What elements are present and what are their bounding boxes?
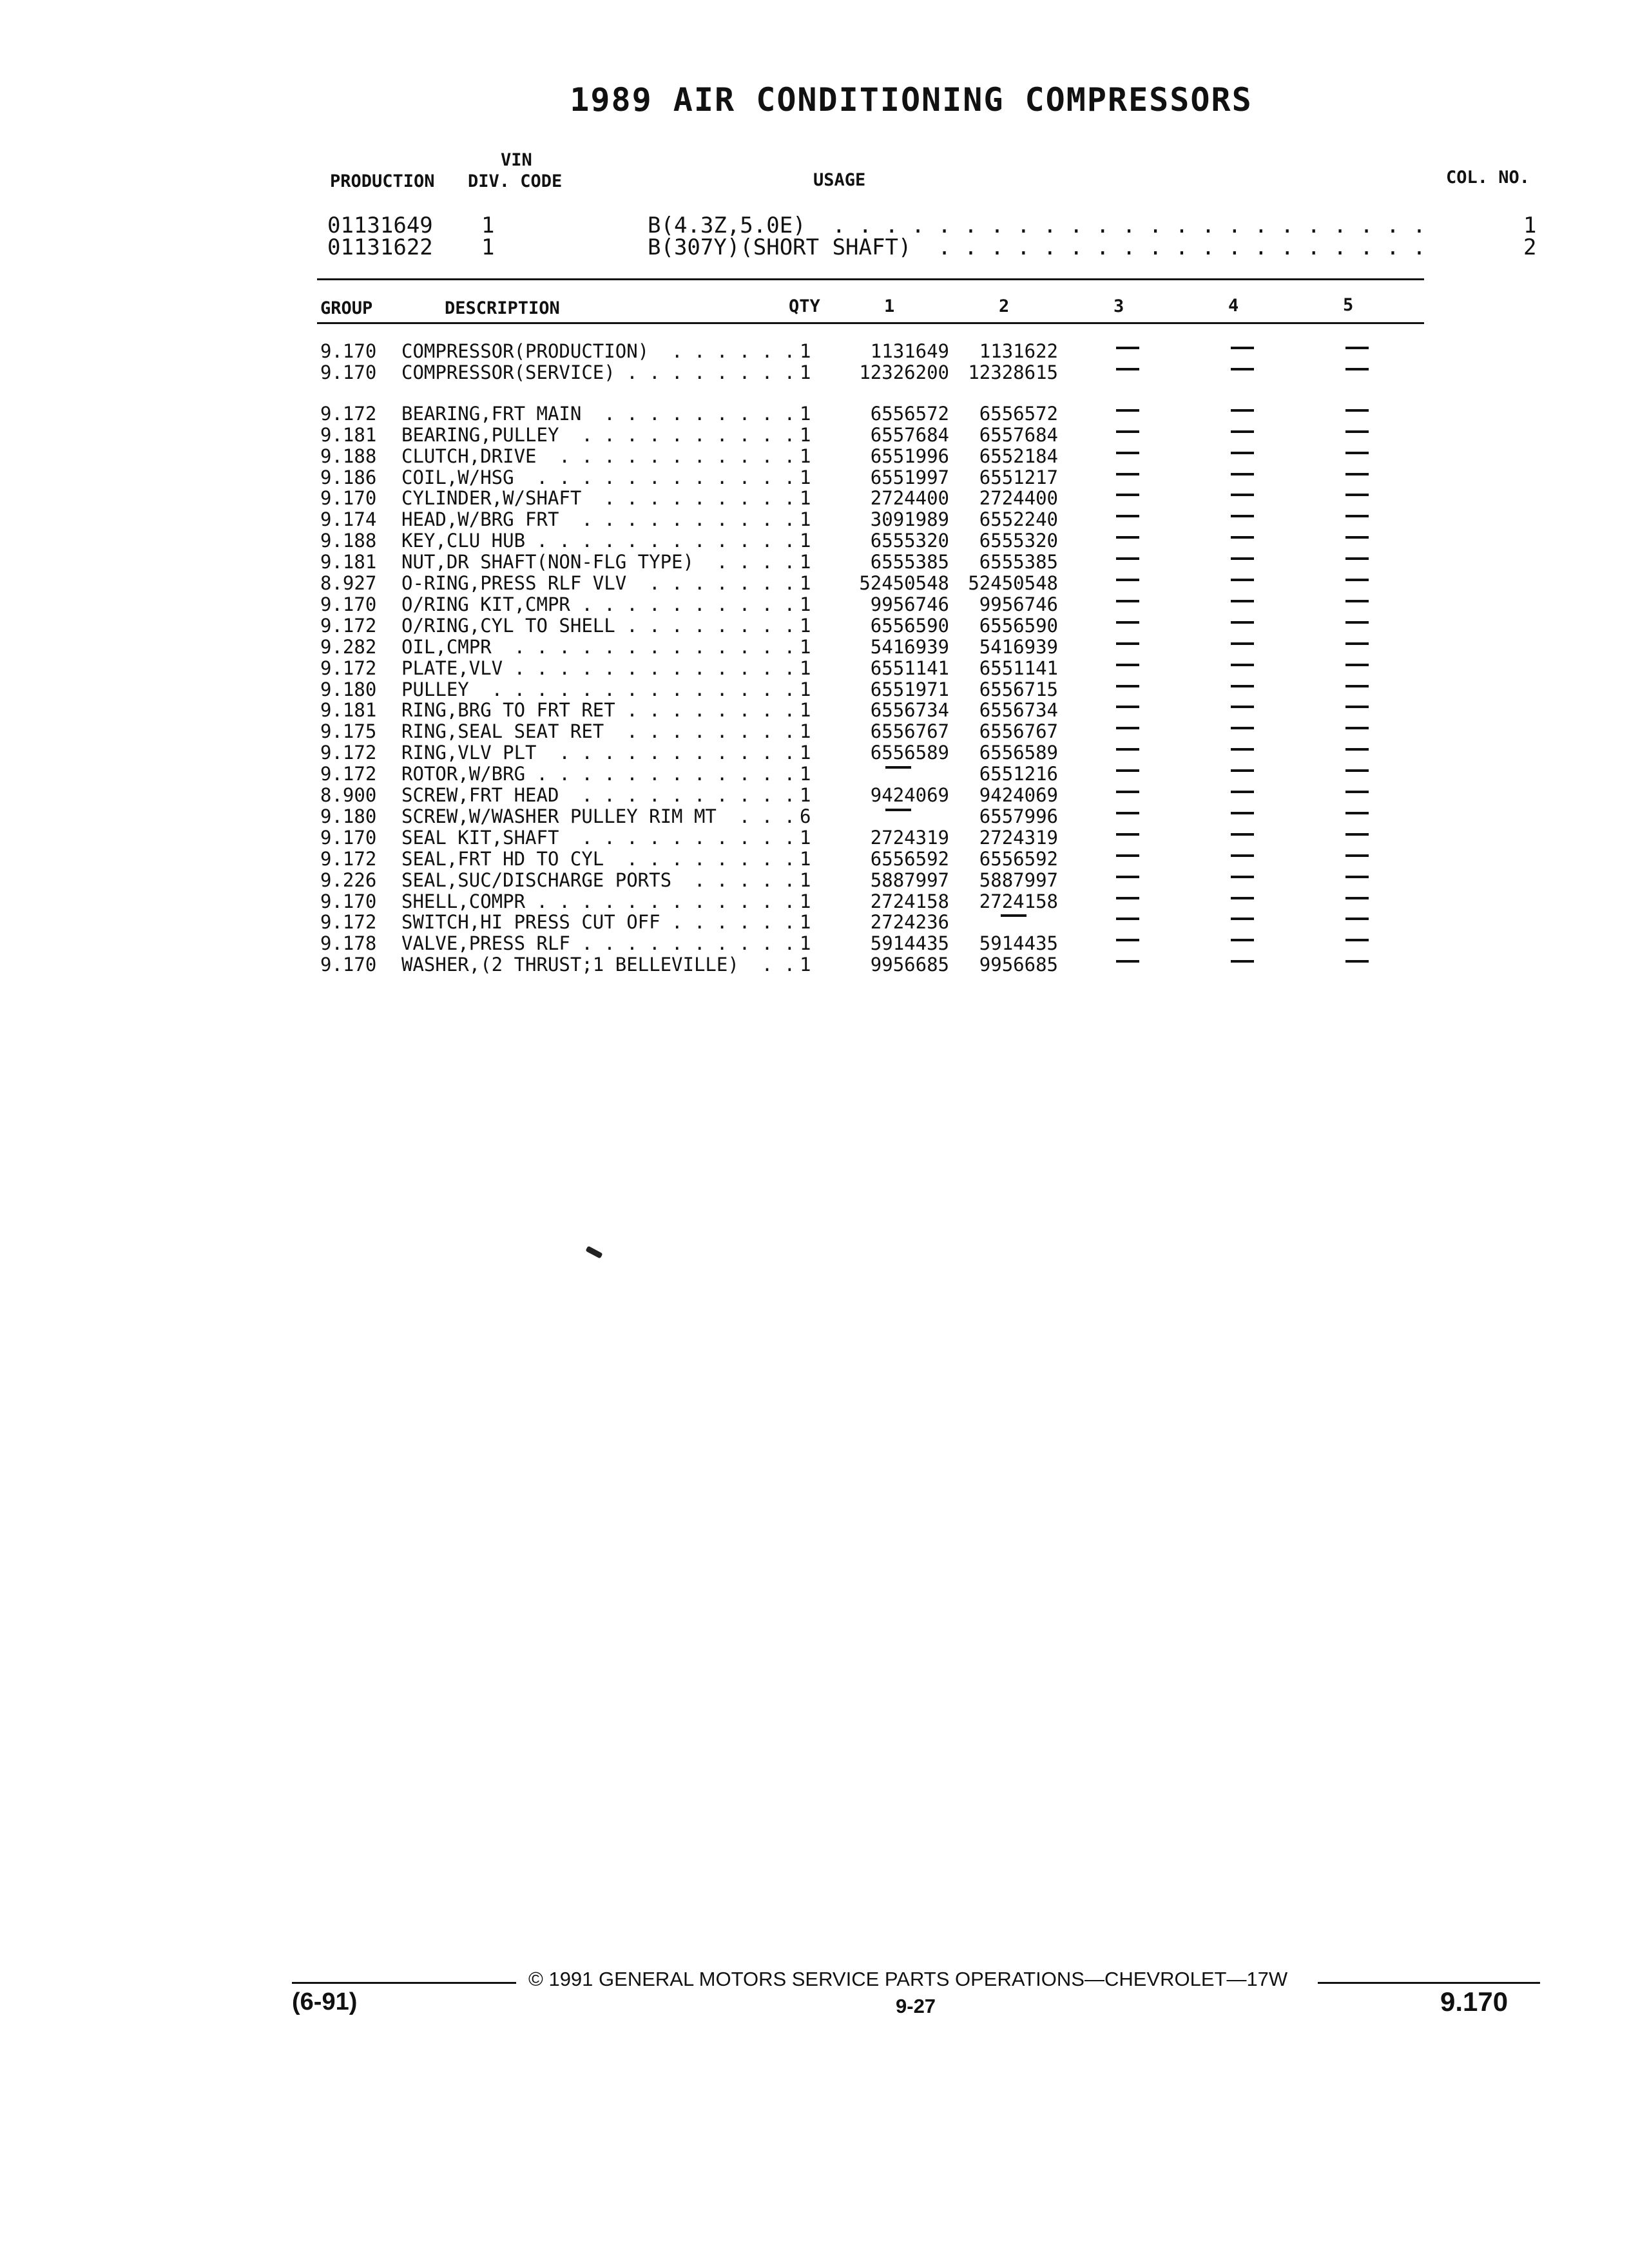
group-cell: 9.180 bbox=[320, 805, 377, 827]
not-applicable-dash bbox=[1345, 727, 1369, 729]
description-cell: SWITCH,HI PRESS CUT OFF . . . . . . bbox=[401, 912, 796, 933]
production-number: 01131622 bbox=[327, 235, 433, 260]
group-cell: 9.170 bbox=[320, 954, 377, 976]
table-row bbox=[0, 827, 1629, 849]
table-row bbox=[0, 615, 1629, 637]
production-header: PRODUCTION bbox=[330, 171, 435, 191]
qty-cell: 6 bbox=[800, 805, 811, 827]
qty-cell: 1 bbox=[800, 361, 811, 383]
not-applicable-dash bbox=[1345, 515, 1369, 517]
not-applicable-dash bbox=[1231, 791, 1254, 793]
table-row bbox=[0, 658, 1629, 679]
table-row bbox=[0, 700, 1629, 721]
part-number-col-1: 52450548 bbox=[859, 572, 949, 594]
table-row bbox=[0, 403, 1629, 425]
group-cell: 9.175 bbox=[320, 720, 377, 743]
description-cell: SEAL,FRT HD TO CYL . . . . . . . . bbox=[401, 848, 796, 869]
description-cell: SHELL,COMPR . . . . . . . . . . . . bbox=[401, 890, 796, 912]
qty-cell: 1 bbox=[800, 593, 811, 615]
group-cell: 9.170 bbox=[320, 340, 377, 362]
description-cell: CYLINDER,W/SHAFT . . . . . . . . . bbox=[401, 488, 796, 509]
not-applicable-dash bbox=[1345, 494, 1369, 496]
part-number-col-1: 9956746 bbox=[870, 593, 949, 615]
part-number-col-1: 2724236 bbox=[870, 911, 949, 934]
column-number: 2 bbox=[1523, 235, 1537, 260]
not-applicable-dash bbox=[1345, 960, 1369, 963]
group-cell: 9.172 bbox=[320, 402, 377, 425]
not-applicable-dash bbox=[1231, 939, 1254, 941]
not-applicable-dash bbox=[1116, 515, 1139, 517]
description-cell: VALVE,PRESS RLF . . . . . . . . . . bbox=[401, 933, 796, 954]
usage-text: B(4.3Z,5.0E) . . . . . . . . . . . . . . . . . . . . . . . bbox=[648, 213, 1426, 238]
part-number-col-1: 5914435 bbox=[870, 932, 949, 955]
table-row bbox=[0, 573, 1629, 594]
description-cell: PLATE,VLV . . . . . . . . . . . . . bbox=[401, 657, 796, 678]
description-cell: KEY,CLU HUB . . . . . . . . . . . . bbox=[401, 530, 796, 552]
not-applicable-dash bbox=[1231, 473, 1254, 476]
description-cell: SEAL KIT,SHAFT . . . . . . . . . . bbox=[401, 827, 796, 848]
part-number-col-2: 5887997 bbox=[979, 869, 1058, 891]
not-applicable-dash bbox=[1116, 430, 1139, 433]
not-applicable-dash bbox=[1116, 621, 1139, 624]
group-cell: 9.188 bbox=[320, 445, 377, 467]
qty-cell: 1 bbox=[800, 340, 811, 362]
group-cell: 9.178 bbox=[320, 932, 377, 955]
qty-cell: 1 bbox=[800, 742, 811, 764]
group-cell: 9.172 bbox=[320, 742, 377, 764]
not-applicable-dash bbox=[1231, 536, 1254, 539]
not-applicable-dash bbox=[1231, 494, 1254, 496]
group-cell: 9.170 bbox=[320, 593, 377, 615]
vin-header: VIN bbox=[501, 150, 532, 170]
part-number-col-2: 6552240 bbox=[979, 508, 1058, 531]
table-row bbox=[0, 425, 1629, 446]
qty-cell: 1 bbox=[800, 508, 811, 531]
group-cell: 9.186 bbox=[320, 466, 377, 488]
not-applicable-dash bbox=[1231, 664, 1254, 666]
not-applicable-dash bbox=[1116, 854, 1139, 857]
part-number-col-1: 6557684 bbox=[870, 423, 949, 446]
not-applicable-dash bbox=[1231, 557, 1254, 560]
table-row bbox=[0, 446, 1629, 467]
description-cell: CLUTCH,DRIVE . . . . . . . . . . . bbox=[401, 445, 796, 466]
not-applicable-dash bbox=[1345, 664, 1369, 666]
qty-cell: 1 bbox=[800, 890, 811, 912]
column-number: 1 bbox=[1523, 213, 1537, 238]
group-cell: 9.170 bbox=[320, 487, 377, 510]
part-number-col-2: 6556767 bbox=[979, 720, 1058, 743]
not-applicable-dash bbox=[1345, 918, 1369, 920]
part-number-col-2: 6551216 bbox=[979, 763, 1058, 785]
part-number-col-2: 12328615 bbox=[968, 361, 1058, 383]
not-applicable-dash bbox=[1345, 347, 1369, 349]
table-row bbox=[0, 785, 1629, 806]
description-cell: PULLEY . . . . . . . . . . . . . . bbox=[401, 678, 796, 700]
not-applicable-dash bbox=[1345, 579, 1369, 581]
qty-cell: 1 bbox=[800, 635, 811, 658]
date-code: (6-91) bbox=[292, 1988, 358, 2015]
not-applicable-dash bbox=[1231, 812, 1254, 814]
table-row bbox=[0, 488, 1629, 509]
part-number-col-2: 6556589 bbox=[979, 742, 1058, 764]
part-number-col-1: 5416939 bbox=[870, 635, 949, 658]
part-number-col-1: 2724319 bbox=[870, 826, 949, 849]
not-applicable-dash bbox=[1116, 536, 1139, 539]
part-number-col-1: 1131649 bbox=[870, 340, 949, 362]
part-number-col-1: 6551141 bbox=[870, 657, 949, 679]
table-row bbox=[0, 637, 1629, 658]
not-applicable-dash bbox=[1116, 494, 1139, 496]
not-applicable-dash bbox=[1231, 452, 1254, 454]
description-cell: COIL,W/HSG . . . . . . . . . . . . bbox=[401, 466, 796, 488]
group-cell: 9.172 bbox=[320, 763, 377, 785]
division-code: 1 bbox=[481, 213, 495, 238]
part-number-col-1: 6551996 bbox=[870, 445, 949, 467]
part-number-col-1: 6556572 bbox=[870, 402, 949, 425]
page-title: 1989 AIR CONDITIONING COMPRESSORS bbox=[570, 81, 1253, 119]
description-header: DESCRIPTION bbox=[445, 298, 560, 318]
col-4-header: 4 bbox=[1228, 296, 1239, 316]
not-applicable-dash bbox=[1116, 918, 1139, 920]
not-applicable-dash bbox=[1231, 347, 1254, 349]
table-row bbox=[0, 721, 1629, 742]
group-cell: 9.172 bbox=[320, 614, 377, 637]
part-number-col-1: 6556592 bbox=[870, 847, 949, 870]
part-number-col-1: 9956685 bbox=[870, 954, 949, 976]
scan-mark bbox=[585, 1245, 602, 1258]
part-number-col-1: 6556589 bbox=[870, 742, 949, 764]
not-applicable-dash bbox=[1116, 727, 1139, 729]
col-2-header: 2 bbox=[999, 296, 1010, 316]
part-number-col-2: 9956746 bbox=[979, 593, 1058, 615]
table-row bbox=[0, 341, 1629, 362]
not-applicable-dash bbox=[1231, 918, 1254, 920]
not-applicable-dash bbox=[1231, 685, 1254, 687]
copyright-line: © 1991 GENERAL MOTORS SERVICE PARTS OPERATIONS—CHEVROLET—17W bbox=[528, 1968, 1288, 1990]
group-cell: 9.170 bbox=[320, 890, 377, 912]
col-no-header: COL. NO. bbox=[1446, 168, 1530, 187]
group-cell: 9.226 bbox=[320, 869, 377, 891]
part-number-col-1: 6555320 bbox=[870, 530, 949, 552]
not-applicable-dash bbox=[1345, 557, 1369, 560]
table-row bbox=[0, 891, 1629, 912]
not-applicable-dash bbox=[1345, 876, 1369, 878]
not-applicable-dash bbox=[1345, 897, 1369, 899]
qty-cell: 1 bbox=[800, 530, 811, 552]
group-cell: 8.900 bbox=[320, 784, 377, 806]
description-cell: HEAD,W/BRG FRT . . . . . . . . . . bbox=[401, 509, 796, 530]
not-applicable-dash bbox=[1345, 706, 1369, 708]
not-applicable-dash bbox=[1345, 642, 1369, 645]
not-applicable-dash bbox=[1116, 939, 1139, 941]
footer-rule-right bbox=[1318, 1982, 1540, 1984]
qty-cell: 1 bbox=[800, 911, 811, 934]
col-3-header: 3 bbox=[1113, 296, 1124, 316]
part-number-col-2: 6556590 bbox=[979, 614, 1058, 637]
not-applicable-dash bbox=[1231, 642, 1254, 645]
part-number-col-1: 6551997 bbox=[870, 466, 949, 488]
part-number-col-2: 6551217 bbox=[979, 466, 1058, 488]
table-row bbox=[0, 679, 1629, 700]
part-number-col-2: 9424069 bbox=[979, 784, 1058, 806]
description-cell: SCREW,W/WASHER PULLEY RIM MT . . . bbox=[401, 805, 796, 827]
part-number-col-1: 6556590 bbox=[870, 614, 949, 637]
not-applicable-dash bbox=[1116, 473, 1139, 476]
qty-cell: 1 bbox=[800, 763, 811, 785]
description-cell: COMPRESSOR(SERVICE) . . . . . . . . bbox=[401, 361, 796, 383]
not-applicable-dash bbox=[1345, 748, 1369, 751]
qty-cell: 1 bbox=[800, 869, 811, 891]
not-applicable-dash bbox=[1231, 727, 1254, 729]
production-number: 01131649 bbox=[327, 213, 433, 238]
not-applicable-dash bbox=[1345, 536, 1369, 539]
not-applicable-dash bbox=[1116, 664, 1139, 666]
group-cell: 9.170 bbox=[320, 826, 377, 849]
not-applicable-dash bbox=[1231, 854, 1254, 857]
group-cell: 9.181 bbox=[320, 699, 377, 722]
group-cell: 9.180 bbox=[320, 678, 377, 700]
part-number-col-1: 2724158 bbox=[870, 890, 949, 912]
description-cell: RING,BRG TO FRT RET . . . . . . . . bbox=[401, 700, 796, 721]
not-applicable-dash bbox=[1231, 706, 1254, 708]
group-cell: 9.282 bbox=[320, 635, 377, 658]
qty-cell: 1 bbox=[800, 466, 811, 488]
qty-cell: 1 bbox=[800, 699, 811, 722]
description-cell: OIL,CMPR . . . . . . . . . . . . . bbox=[401, 636, 796, 657]
group-cell: 9.172 bbox=[320, 911, 377, 934]
header-top-rule bbox=[317, 278, 1424, 280]
not-applicable-dash bbox=[885, 809, 911, 811]
part-number-col-2: 6556715 bbox=[979, 678, 1058, 700]
part-number-col-2: 1131622 bbox=[979, 340, 1058, 362]
group-cell: 9.170 bbox=[320, 361, 377, 383]
not-applicable-dash bbox=[1231, 368, 1254, 370]
qty-cell: 1 bbox=[800, 614, 811, 637]
qty-cell: 1 bbox=[800, 551, 811, 573]
part-number-col-2: 6551141 bbox=[979, 657, 1058, 679]
col-5-header: 5 bbox=[1343, 295, 1354, 315]
part-number-col-1: 3091989 bbox=[870, 508, 949, 531]
not-applicable-dash bbox=[1345, 854, 1369, 857]
table-row bbox=[0, 954, 1629, 975]
description-cell: RING,SEAL SEAT RET . . . . . . . . bbox=[401, 721, 796, 742]
not-applicable-dash bbox=[1116, 897, 1139, 899]
not-applicable-dash bbox=[1345, 685, 1369, 687]
description-cell: BEARING,FRT MAIN . . . . . . . . . bbox=[401, 403, 796, 424]
usage-header: USAGE bbox=[813, 170, 866, 190]
qty-cell: 1 bbox=[800, 932, 811, 955]
not-applicable-dash bbox=[1231, 897, 1254, 899]
table-row bbox=[0, 764, 1629, 785]
not-applicable-dash bbox=[1116, 368, 1139, 370]
not-applicable-dash bbox=[1231, 621, 1254, 624]
qty-cell: 1 bbox=[800, 847, 811, 870]
not-applicable-dash bbox=[1231, 430, 1254, 433]
table-row bbox=[0, 933, 1629, 954]
description-cell: ROTOR,W/BRG . . . . . . . . . . . . bbox=[401, 764, 796, 785]
part-number-col-2: 6557996 bbox=[979, 805, 1058, 827]
part-number-col-2: 5914435 bbox=[979, 932, 1058, 955]
col-1-header: 1 bbox=[884, 296, 895, 316]
description-cell: RING,VLV PLT . . . . . . . . . . . bbox=[401, 742, 796, 764]
not-applicable-dash bbox=[1231, 748, 1254, 751]
part-number-col-1: 9424069 bbox=[870, 784, 949, 806]
not-applicable-dash bbox=[1116, 812, 1139, 814]
footer-rule-left bbox=[292, 1982, 516, 1984]
not-applicable-dash bbox=[1345, 473, 1369, 476]
part-number-col-2: 52450548 bbox=[968, 572, 1058, 594]
not-applicable-dash bbox=[1345, 833, 1369, 836]
part-number-col-1: 5887997 bbox=[870, 869, 949, 891]
description-cell: NUT,DR SHAFT(NON-FLG TYPE) . . . . bbox=[401, 552, 796, 573]
part-number-col-2: 6555320 bbox=[979, 530, 1058, 552]
table-row bbox=[0, 509, 1629, 530]
group-cell: 9.181 bbox=[320, 551, 377, 573]
not-applicable-dash bbox=[1116, 769, 1139, 772]
qty-cell: 1 bbox=[800, 826, 811, 849]
not-applicable-dash bbox=[1116, 579, 1139, 581]
not-applicable-dash bbox=[1116, 600, 1139, 602]
qty-cell: 1 bbox=[800, 445, 811, 467]
header-bottom-rule bbox=[317, 322, 1424, 324]
not-applicable-dash bbox=[1116, 685, 1139, 687]
part-number-col-2: 2724158 bbox=[979, 890, 1058, 912]
not-applicable-dash bbox=[1345, 409, 1369, 412]
qty-cell: 1 bbox=[800, 954, 811, 976]
not-applicable-dash bbox=[1345, 769, 1369, 772]
qty-cell: 1 bbox=[800, 572, 811, 594]
qty-cell: 1 bbox=[800, 657, 811, 679]
table-row bbox=[0, 362, 1629, 383]
division-code: 1 bbox=[481, 235, 495, 260]
not-applicable-dash bbox=[1345, 452, 1369, 454]
qty-cell: 1 bbox=[800, 423, 811, 446]
group-cell: 9.174 bbox=[320, 508, 377, 531]
not-applicable-dash bbox=[1345, 939, 1369, 941]
not-applicable-dash bbox=[1116, 347, 1139, 349]
not-applicable-dash bbox=[1345, 600, 1369, 602]
qty-cell: 1 bbox=[800, 487, 811, 510]
not-applicable-dash bbox=[1116, 960, 1139, 963]
description-cell: COMPRESSOR(PRODUCTION) . . . . . . bbox=[401, 341, 796, 361]
qty-cell: 1 bbox=[800, 784, 811, 806]
not-applicable-dash bbox=[1345, 812, 1369, 814]
not-applicable-dash bbox=[1231, 600, 1254, 602]
usage-text: B(307Y)(SHORT SHAFT) . . . . . . . . . . . . . . . . . . . bbox=[648, 235, 1426, 260]
description-cell: O/RING KIT,CMPR . . . . . . . . . . bbox=[401, 593, 796, 615]
not-applicable-dash bbox=[1001, 914, 1027, 917]
qty-cell: 1 bbox=[800, 402, 811, 425]
table-row bbox=[0, 594, 1629, 615]
part-number-col-2: 2724400 bbox=[979, 487, 1058, 510]
not-applicable-dash bbox=[1231, 960, 1254, 963]
not-applicable-dash bbox=[1116, 642, 1139, 645]
not-applicable-dash bbox=[1116, 748, 1139, 751]
part-number-col-2: 6552184 bbox=[979, 445, 1058, 467]
part-number-col-1: 6556734 bbox=[870, 699, 949, 722]
not-applicable-dash bbox=[1116, 452, 1139, 454]
not-applicable-dash bbox=[1345, 621, 1369, 624]
group-cell: 9.172 bbox=[320, 657, 377, 679]
table-row bbox=[0, 530, 1629, 552]
not-applicable-dash bbox=[1345, 791, 1369, 793]
not-applicable-dash bbox=[1231, 579, 1254, 581]
description-cell: O/RING,CYL TO SHELL . . . . . . . . bbox=[401, 615, 796, 636]
not-applicable-dash bbox=[1345, 430, 1369, 433]
not-applicable-dash bbox=[1116, 409, 1139, 412]
description-cell: SCREW,FRT HEAD . . . . . . . . . . bbox=[401, 785, 796, 805]
table-row bbox=[0, 467, 1629, 488]
part-number-col-2: 6557684 bbox=[979, 423, 1058, 446]
not-applicable-dash bbox=[1231, 769, 1254, 772]
part-number-col-1: 6551971 bbox=[870, 678, 949, 700]
not-applicable-dash bbox=[1116, 557, 1139, 560]
section-number: 9.170 bbox=[1440, 1986, 1509, 2017]
part-number-col-1: 6556767 bbox=[870, 720, 949, 743]
description-cell: O-RING,PRESS RLF VLV . . . . . . . bbox=[401, 573, 796, 593]
not-applicable-dash bbox=[1116, 833, 1139, 836]
part-number-col-2: 5416939 bbox=[979, 635, 1058, 658]
description-cell: SEAL,SUC/DISCHARGE PORTS . . . . . bbox=[401, 869, 796, 890]
qty-cell: 1 bbox=[800, 720, 811, 743]
not-applicable-dash bbox=[1231, 833, 1254, 836]
part-number-col-1: 2724400 bbox=[870, 487, 949, 510]
not-applicable-dash bbox=[1116, 706, 1139, 708]
group-cell: 9.172 bbox=[320, 847, 377, 870]
part-number-col-1: 6555385 bbox=[870, 551, 949, 573]
not-applicable-dash bbox=[1231, 876, 1254, 878]
part-number-col-2: 6555385 bbox=[979, 551, 1058, 573]
qty-cell: 1 bbox=[800, 678, 811, 700]
table-row bbox=[0, 912, 1629, 933]
description-cell: WASHER,(2 THRUST;1 BELLEVILLE) . . bbox=[401, 954, 796, 975]
group-cell: 8.927 bbox=[320, 572, 377, 594]
table-row bbox=[0, 742, 1629, 764]
part-number-col-2: 6556592 bbox=[979, 847, 1058, 870]
not-applicable-dash bbox=[1345, 368, 1369, 370]
table-row bbox=[0, 552, 1629, 573]
group-cell: 9.188 bbox=[320, 530, 377, 552]
group-cell: 9.181 bbox=[320, 423, 377, 446]
table-row bbox=[0, 849, 1629, 870]
not-applicable-dash bbox=[1116, 876, 1139, 878]
part-number-col-2: 6556734 bbox=[979, 699, 1058, 722]
part-number-col-2: 2724319 bbox=[979, 826, 1058, 849]
table-row bbox=[0, 806, 1629, 827]
part-number-col-1: 12326200 bbox=[859, 361, 949, 383]
description-cell: BEARING,PULLEY . . . . . . . . . . bbox=[401, 424, 796, 445]
group-header: GROUP bbox=[320, 298, 373, 318]
qty-header: QTY bbox=[789, 296, 820, 316]
part-number-col-2: 9956685 bbox=[979, 954, 1058, 976]
table-row bbox=[0, 870, 1629, 891]
not-applicable-dash bbox=[1116, 791, 1139, 793]
div-code-header: DIV. CODE bbox=[468, 171, 563, 191]
not-applicable-dash bbox=[1231, 515, 1254, 517]
part-number-col-2: 6556572 bbox=[979, 402, 1058, 425]
not-applicable-dash bbox=[1231, 409, 1254, 412]
not-applicable-dash bbox=[885, 766, 911, 769]
page-number: 9-27 bbox=[896, 1995, 936, 2017]
